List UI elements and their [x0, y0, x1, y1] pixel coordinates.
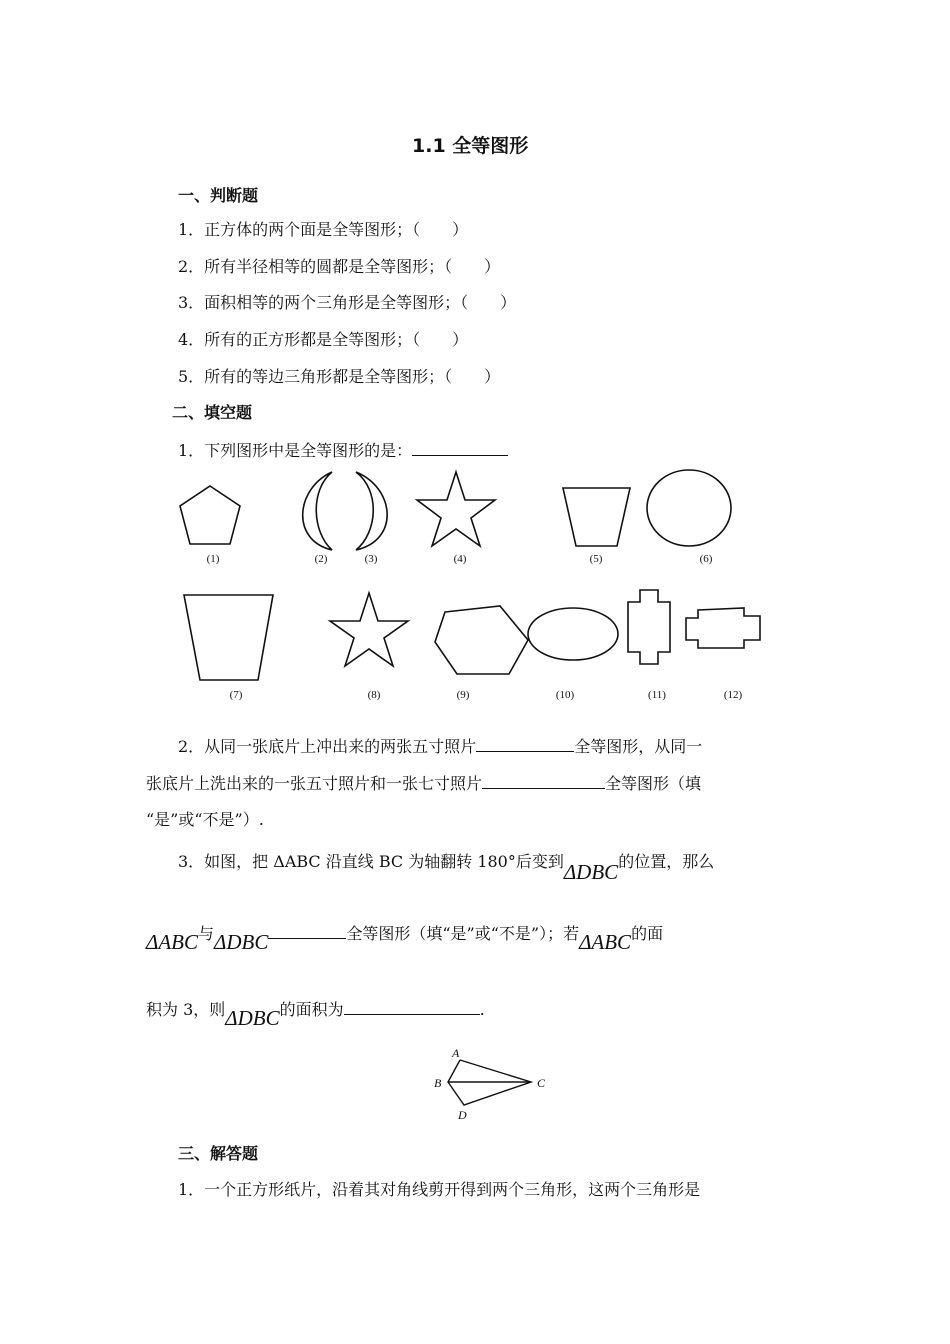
point-label-b: B [434, 1076, 442, 1090]
figure-label-3: (3) [364, 553, 378, 565]
figure-label-7: (7) [229, 689, 243, 701]
math-triangle-dbc: ΔDBC [563, 860, 619, 884]
figure-label-4: (4) [453, 553, 467, 565]
figure-label-8: (8) [367, 689, 381, 701]
q2-text-1: 2．从同一张底片上冲出来的两张五寸照片 [178, 737, 477, 756]
fill-question-2-line-3: “是”或“不是”）. [146, 810, 264, 829]
figure-label-11: (11) [648, 689, 666, 701]
fill-question-1-text: 1．下列图形中是全等图形的是： [178, 441, 413, 460]
q3-text-2: 的位置，那么 [618, 852, 715, 871]
q2-text-4: 全等图形（填 [605, 774, 702, 793]
figure-label-1: (1) [206, 553, 220, 565]
section-heading-answer: 三、解答题 [178, 1144, 259, 1163]
q3-text-5: 的面 [631, 924, 664, 943]
point-label-d: D [458, 1108, 467, 1122]
point-label-a: A [452, 1046, 460, 1060]
figure-label-6: (6) [699, 553, 713, 565]
point-label-c: C [537, 1076, 546, 1090]
math-triangle-abc: ΔABC [579, 930, 632, 954]
figure-label-2: (2) [314, 553, 328, 565]
figure-label-5: (5) [589, 553, 603, 565]
q3-text-1: 3．如图，把 ΔABC 沿直线 BC 为轴翻转 180°后变到 [178, 852, 564, 871]
q3-text-6: 积为 3，则 [146, 1000, 226, 1019]
judgement-item-1: 1．正方体的两个面是全等图形；（ ） [178, 220, 469, 239]
judgement-item-4: 4．所有的正方形都是全等图形；（ ） [178, 330, 469, 349]
q3-text-3: 与 [198, 924, 215, 943]
q3-text-7: 的面积为 [279, 1000, 344, 1019]
judgement-item-2: 2．所有半径相等的圆都是全等图形；（ ） [178, 257, 501, 276]
q3-text-8: . [479, 1000, 485, 1019]
figure-label-10: (10) [555, 689, 575, 701]
math-triangle-abc: ΔABC [146, 930, 198, 954]
judgement-item-3: 3．面积相等的两个三角形是全等图形；（ ） [178, 293, 517, 312]
section-heading-fill: 二、填空题 [172, 403, 253, 422]
page-title: 1.1 全等图形 [412, 135, 529, 157]
q3-text-4: 全等图形（填“是”或“不是”）；若 [346, 924, 580, 943]
figure-label-9: (9) [456, 689, 470, 701]
section-heading-judgement: 一、判断题 [178, 186, 259, 205]
math-triangle-dbc: ΔDBC [214, 930, 269, 954]
q2-text-2: 全等图形，从同一 [574, 737, 703, 756]
judgement-item-5: 5．所有的等边三角形都是全等图形；（ ） [178, 367, 501, 386]
answer-question-1: 1．一个正方形纸片，沿着其对角线剪开得到两个三角形，这两个三角形是 [178, 1180, 701, 1199]
math-triangle-dbc: ΔDBC [225, 1006, 280, 1030]
figure-label-12: (12) [723, 689, 743, 701]
q2-text-3: 张底片上洗出来的一张五寸照片和一张七寸照片 [146, 774, 483, 793]
